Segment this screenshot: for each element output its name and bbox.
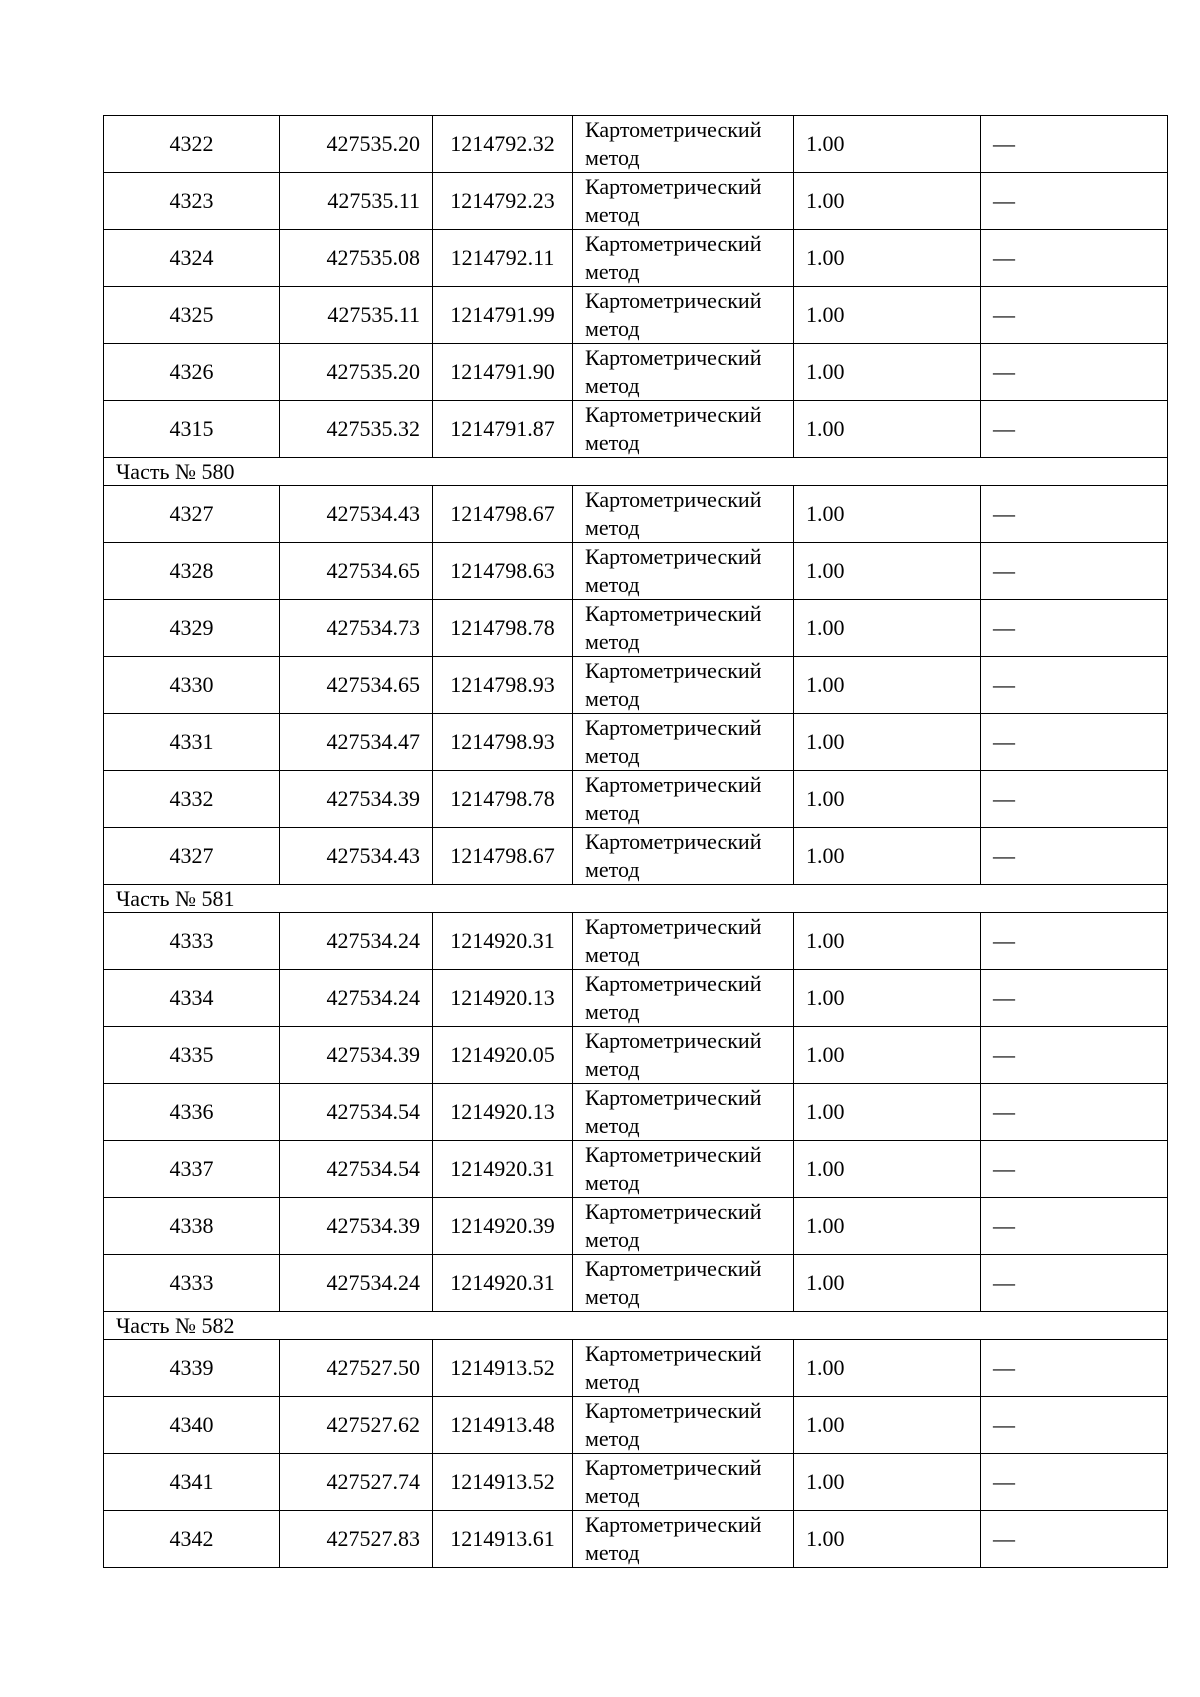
description-cell: —: [981, 828, 1168, 885]
method-text-line: Картометрический: [585, 1142, 762, 1167]
method-cell: [573, 230, 794, 287]
method-text-line: метод: [585, 316, 640, 341]
method-text-line: Картометрический: [585, 1455, 762, 1480]
method-text-line: метод: [585, 1227, 640, 1252]
table-row: [104, 344, 1168, 401]
accuracy-cell: 1.00: [794, 1198, 981, 1255]
y-coordinate-cell: 1214791.90: [433, 344, 573, 401]
method-cell: [573, 486, 794, 543]
y-coordinate-cell: 1214798.67: [433, 486, 573, 543]
method-cell: [573, 657, 794, 714]
point-number-cell: 4324: [104, 230, 280, 287]
description-cell: —: [981, 913, 1168, 970]
description-cell: —: [981, 970, 1168, 1027]
coordinates-table: [103, 115, 1168, 1568]
y-coordinate-cell: 1214920.05: [433, 1027, 573, 1084]
description-cell: —: [981, 1198, 1168, 1255]
point-number-cell: 4330: [104, 657, 280, 714]
point-number-cell: 4337: [104, 1141, 280, 1198]
y-coordinate-cell: 1214798.93: [433, 714, 573, 771]
accuracy-cell: 1.00: [794, 600, 981, 657]
accuracy-cell: 1.00: [794, 401, 981, 458]
method-cell: [573, 116, 794, 173]
method-text-line: Картометрический: [585, 1199, 762, 1224]
method-text-line: Картометрический: [585, 1085, 762, 1110]
y-coordinate-cell: 1214913.52: [433, 1340, 573, 1397]
point-number-cell: 4340: [104, 1397, 280, 1454]
method-cell: [573, 1084, 794, 1141]
method-cell: [573, 401, 794, 458]
table-row: [104, 1340, 1168, 1397]
point-number-cell: 4335: [104, 1027, 280, 1084]
method-text-line: метод: [585, 1426, 640, 1451]
method-text-line: Картометрический: [585, 345, 762, 370]
y-coordinate-cell: 1214791.99: [433, 287, 573, 344]
method-cell: [573, 913, 794, 970]
point-number-cell: 4342: [104, 1511, 280, 1568]
point-number-cell: 4323: [104, 173, 280, 230]
method-text-line: метод: [585, 999, 640, 1024]
method-text-line: Картометрический: [585, 544, 762, 569]
description-cell: —: [981, 1027, 1168, 1084]
method-cell: [573, 173, 794, 230]
table-row: [104, 1084, 1168, 1141]
method-text-line: Картометрический: [585, 231, 762, 256]
x-coordinate-cell: 427527.62: [280, 1397, 433, 1454]
method-cell: [573, 1255, 794, 1312]
table-row: [104, 116, 1168, 173]
method-cell: [573, 1511, 794, 1568]
method-cell: [573, 771, 794, 828]
description-cell: —: [981, 287, 1168, 344]
coordinates-table-body: [104, 116, 1168, 1568]
method-text-line: Картометрический: [585, 1028, 762, 1053]
table-row: [104, 771, 1168, 828]
method-text-line: метод: [585, 1540, 640, 1565]
y-coordinate-cell: 1214920.13: [433, 1084, 573, 1141]
table-row: [104, 1027, 1168, 1084]
y-coordinate-cell: 1214798.67: [433, 828, 573, 885]
point-number-cell: 4331: [104, 714, 280, 771]
description-cell: —: [981, 1454, 1168, 1511]
accuracy-cell: 1.00: [794, 714, 981, 771]
x-coordinate-cell: 427535.11: [280, 173, 433, 230]
x-coordinate-cell: 427534.24: [280, 970, 433, 1027]
y-coordinate-cell: 1214798.63: [433, 543, 573, 600]
table-row: [104, 600, 1168, 657]
description-cell: —: [981, 657, 1168, 714]
table-row: [104, 913, 1168, 970]
description-cell: —: [981, 1141, 1168, 1198]
method-text-line: метод: [585, 857, 640, 882]
x-coordinate-cell: 427534.24: [280, 913, 433, 970]
y-coordinate-cell: 1214920.31: [433, 1255, 573, 1312]
method-cell: [573, 1198, 794, 1255]
y-coordinate-cell: 1214920.31: [433, 913, 573, 970]
description-cell: —: [981, 543, 1168, 600]
accuracy-cell: 1.00: [794, 173, 981, 230]
point-number-cell: 4327: [104, 828, 280, 885]
accuracy-cell: 1.00: [794, 1511, 981, 1568]
method-text-line: Картометрический: [585, 601, 762, 626]
table-row: [104, 1454, 1168, 1511]
table-row: [104, 1141, 1168, 1198]
x-coordinate-cell: 427534.73: [280, 600, 433, 657]
table-row: [104, 401, 1168, 458]
method-text-line: Картометрический: [585, 402, 762, 427]
x-coordinate-cell: 427534.39: [280, 1027, 433, 1084]
part-header-row: [104, 885, 1168, 913]
method-text-line: Картометрический: [585, 829, 762, 854]
x-coordinate-cell: 427527.83: [280, 1511, 433, 1568]
method-text-line: Картометрический: [585, 487, 762, 512]
part-label: Часть № 580: [104, 458, 1168, 486]
x-coordinate-cell: 427534.24: [280, 1255, 433, 1312]
method-text-line: метод: [585, 259, 640, 284]
x-coordinate-cell: 427534.54: [280, 1084, 433, 1141]
method-text-line: Картометрический: [585, 117, 762, 142]
y-coordinate-cell: 1214920.31: [433, 1141, 573, 1198]
y-coordinate-cell: 1214792.23: [433, 173, 573, 230]
method-text-line: метод: [585, 572, 640, 597]
method-text-line: метод: [585, 743, 640, 768]
x-coordinate-cell: 427534.43: [280, 486, 433, 543]
accuracy-cell: 1.00: [794, 828, 981, 885]
table-row: [104, 970, 1168, 1027]
description-cell: —: [981, 1340, 1168, 1397]
description-cell: —: [981, 1255, 1168, 1312]
point-number-cell: 4315: [104, 401, 280, 458]
part-label: Часть № 582: [104, 1312, 1168, 1340]
part-header-row: [104, 1312, 1168, 1340]
x-coordinate-cell: 427527.50: [280, 1340, 433, 1397]
accuracy-cell: 1.00: [794, 543, 981, 600]
method-text-line: метод: [585, 145, 640, 170]
point-number-cell: 4322: [104, 116, 280, 173]
y-coordinate-cell: 1214798.93: [433, 657, 573, 714]
point-number-cell: 4341: [104, 1454, 280, 1511]
accuracy-cell: 1.00: [794, 913, 981, 970]
description-cell: —: [981, 401, 1168, 458]
x-coordinate-cell: 427534.65: [280, 657, 433, 714]
point-number-cell: 4326: [104, 344, 280, 401]
x-coordinate-cell: 427534.43: [280, 828, 433, 885]
description-cell: —: [981, 1511, 1168, 1568]
description-cell: —: [981, 486, 1168, 543]
y-coordinate-cell: 1214913.48: [433, 1397, 573, 1454]
point-number-cell: 4325: [104, 287, 280, 344]
accuracy-cell: 1.00: [794, 1454, 981, 1511]
method-text-line: Картометрический: [585, 1398, 762, 1423]
x-coordinate-cell: 427535.11: [280, 287, 433, 344]
y-coordinate-cell: 1214791.87: [433, 401, 573, 458]
method-cell: [573, 543, 794, 600]
y-coordinate-cell: 1214798.78: [433, 771, 573, 828]
table-row: [104, 543, 1168, 600]
description-cell: —: [981, 600, 1168, 657]
y-coordinate-cell: 1214913.52: [433, 1454, 573, 1511]
method-cell: [573, 714, 794, 771]
y-coordinate-cell: 1214920.13: [433, 970, 573, 1027]
x-coordinate-cell: 427534.47: [280, 714, 433, 771]
description-cell: —: [981, 230, 1168, 287]
y-coordinate-cell: 1214792.32: [433, 116, 573, 173]
method-cell: [573, 970, 794, 1027]
y-coordinate-cell: 1214792.11: [433, 230, 573, 287]
method-text-line: Картометрический: [585, 971, 762, 996]
table-row: [104, 828, 1168, 885]
y-coordinate-cell: 1214913.61: [433, 1511, 573, 1568]
method-cell: [573, 600, 794, 657]
point-number-cell: 4329: [104, 600, 280, 657]
point-number-cell: 4333: [104, 1255, 280, 1312]
accuracy-cell: 1.00: [794, 771, 981, 828]
accuracy-cell: 1.00: [794, 1255, 981, 1312]
y-coordinate-cell: 1214920.39: [433, 1198, 573, 1255]
method-text-line: Картометрический: [585, 174, 762, 199]
method-text-line: Картометрический: [585, 1256, 762, 1281]
table-row: [104, 1397, 1168, 1454]
accuracy-cell: 1.00: [794, 1340, 981, 1397]
method-text-line: метод: [585, 430, 640, 455]
description-cell: —: [981, 344, 1168, 401]
accuracy-cell: 1.00: [794, 1397, 981, 1454]
method-text-line: Картометрический: [585, 772, 762, 797]
table-row: [104, 173, 1168, 230]
method-text-line: метод: [585, 629, 640, 654]
description-cell: —: [981, 173, 1168, 230]
accuracy-cell: 1.00: [794, 1084, 981, 1141]
method-cell: [573, 1340, 794, 1397]
description-cell: —: [981, 1397, 1168, 1454]
description-cell: —: [981, 116, 1168, 173]
x-coordinate-cell: 427534.65: [280, 543, 433, 600]
method-text-line: Картометрический: [585, 288, 762, 313]
part-header-row: [104, 458, 1168, 486]
description-cell: —: [981, 714, 1168, 771]
x-coordinate-cell: 427527.74: [280, 1454, 433, 1511]
method-text-line: метод: [585, 686, 640, 711]
accuracy-cell: 1.00: [794, 970, 981, 1027]
method-text-line: метод: [585, 202, 640, 227]
method-text-line: метод: [585, 1369, 640, 1394]
table-row: [104, 657, 1168, 714]
table-row: [104, 230, 1168, 287]
table-row: [104, 714, 1168, 771]
method-text-line: метод: [585, 1113, 640, 1138]
accuracy-cell: 1.00: [794, 486, 981, 543]
method-cell: [573, 287, 794, 344]
method-text-line: Картометрический: [585, 1341, 762, 1366]
table-row: [104, 287, 1168, 344]
point-number-cell: 4333: [104, 913, 280, 970]
point-number-cell: 4332: [104, 771, 280, 828]
method-text-line: метод: [585, 1284, 640, 1309]
y-coordinate-cell: 1214798.78: [433, 600, 573, 657]
method-cell: [573, 1397, 794, 1454]
method-text-line: Картометрический: [585, 715, 762, 740]
point-number-cell: 4328: [104, 543, 280, 600]
x-coordinate-cell: 427534.54: [280, 1141, 433, 1198]
method-text-line: метод: [585, 373, 640, 398]
x-coordinate-cell: 427535.20: [280, 344, 433, 401]
table-row: [104, 486, 1168, 543]
method-text-line: Картометрический: [585, 1512, 762, 1537]
x-coordinate-cell: 427534.39: [280, 1198, 433, 1255]
accuracy-cell: 1.00: [794, 287, 981, 344]
method-cell: [573, 344, 794, 401]
method-text-line: метод: [585, 1483, 640, 1508]
method-text-line: метод: [585, 515, 640, 540]
method-text-line: метод: [585, 1170, 640, 1195]
accuracy-cell: 1.00: [794, 1141, 981, 1198]
point-number-cell: 4338: [104, 1198, 280, 1255]
point-number-cell: 4327: [104, 486, 280, 543]
x-coordinate-cell: 427535.08: [280, 230, 433, 287]
point-number-cell: 4334: [104, 970, 280, 1027]
accuracy-cell: 1.00: [794, 344, 981, 401]
part-label: Часть № 581: [104, 885, 1168, 913]
method-cell: [573, 1454, 794, 1511]
x-coordinate-cell: 427535.20: [280, 116, 433, 173]
accuracy-cell: 1.00: [794, 230, 981, 287]
table-row: [104, 1198, 1168, 1255]
accuracy-cell: 1.00: [794, 1027, 981, 1084]
table-row: [104, 1511, 1168, 1568]
method-cell: [573, 1141, 794, 1198]
point-number-cell: 4339: [104, 1340, 280, 1397]
accuracy-cell: 1.00: [794, 657, 981, 714]
method-text-line: метод: [585, 942, 640, 967]
accuracy-cell: 1.00: [794, 116, 981, 173]
x-coordinate-cell: 427535.32: [280, 401, 433, 458]
x-coordinate-cell: 427534.39: [280, 771, 433, 828]
method-cell: [573, 828, 794, 885]
description-cell: —: [981, 771, 1168, 828]
method-cell: [573, 1027, 794, 1084]
method-text-line: Картометрический: [585, 914, 762, 939]
description-cell: —: [981, 1084, 1168, 1141]
method-text-line: метод: [585, 800, 640, 825]
table-row: [104, 1255, 1168, 1312]
point-number-cell: 4336: [104, 1084, 280, 1141]
method-text-line: Картометрический: [585, 658, 762, 683]
method-text-line: метод: [585, 1056, 640, 1081]
